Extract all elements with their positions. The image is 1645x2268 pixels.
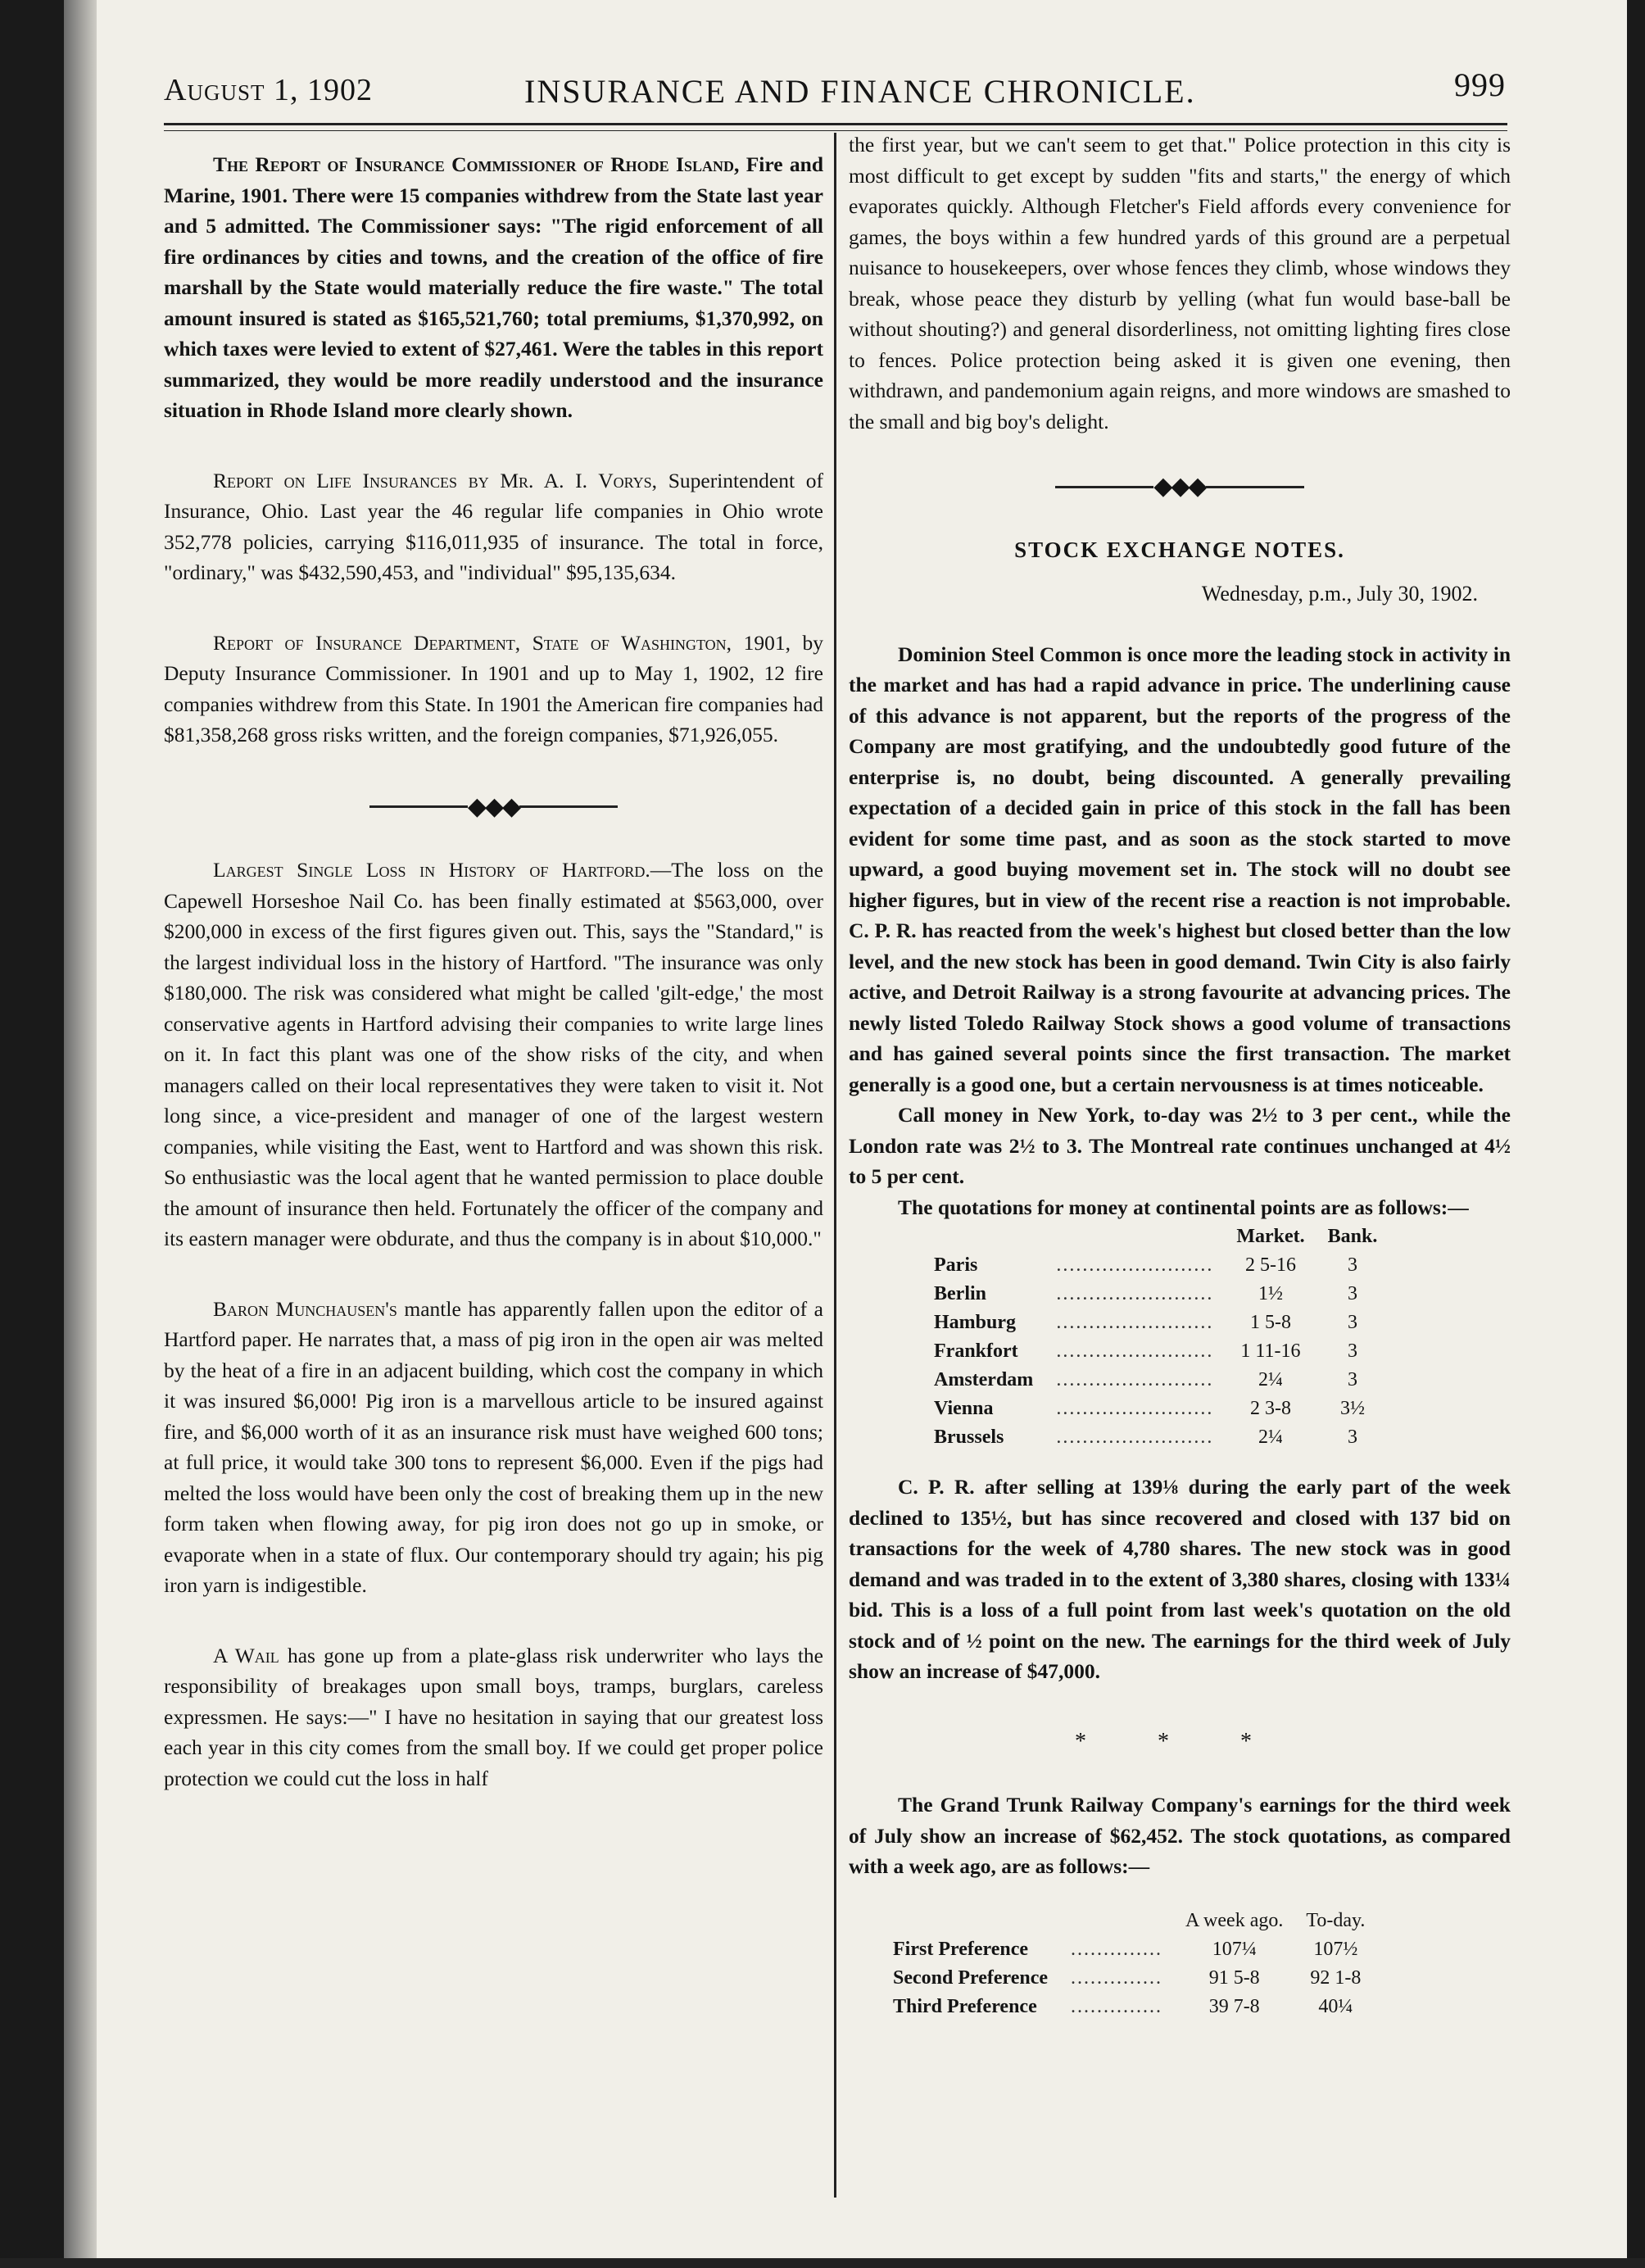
binding-shadow <box>0 0 64 2268</box>
quotations-intro: The quotations for money at continental points are as follows:— <box>898 1195 1469 1219</box>
binding-edge <box>64 0 97 2268</box>
ohio-title: Report on Life Insurances by Mr. A. I. Vorys, <box>213 468 668 492</box>
hartford-body: —The loss on the Capewell Horseshoe Nail Co. has been finally estimated at $563,000, over $200,000 in excess of the first figures given out. This, says the "Standard," is the largest individual loss in the history of Hartford. "The insurance was only $180,000. The risk was considered what might be called 'gilt-edge,' the most conservative agents in Hartford advising their companies to write large lines on it. In fact this plant was one of the show risks of the city, and when managers called on their local representatives they were taken to visit it. Not long since, a vice-president and manager of one of the largest western companies, while visiting the East, went to Hartford and was shown this risk. So enthusiastic was the local agent that he wanted permission to place double the amount of insurance then held. Fortunately the officer of the company and its eastern manager were obdurate, and thus the company is in about $10,000." <box>164 858 823 1251</box>
table-row: Third Preference .............. 39 7-8 40¼ <box>881 1993 1376 2021</box>
table-row: Frankfort ........................ 1 11-16 3 <box>922 1337 1389 1366</box>
today-price: 40¼ <box>1318 1995 1353 2017</box>
bank-rate: 3½ <box>1339 1398 1365 1420</box>
market-rate: 1 11-16 <box>1240 1340 1301 1363</box>
hartford-title: Largest Single Loss in History of Hartford. <box>213 858 650 882</box>
header-date: August 1, 1902 <box>164 73 373 107</box>
washington-title: Report of Insurance Department, State of Washington, <box>213 630 744 655</box>
article-hartford <box>164 855 823 1254</box>
bank-rate: 3 <box>1347 1427 1357 1449</box>
wail-body: has gone up from a plate-glass risk underwriter who lays the responsibility of breakages upon small boys, tramps, burglars, careless expressmen. He says:—" I have no hesitation in saying that our greatest loss each year in this city comes from the small boy. If we could get proper police protection we could cut the loss in half <box>164 1643 823 1790</box>
col-header-market: Market. <box>1236 1226 1305 1248</box>
table-row: Brussels ........................ 2¼ 3 <box>922 1423 1389 1452</box>
table-row: First Preference .............. 107¼ 107½ <box>881 1935 1376 1964</box>
cpr-paragraph: C. P. R. after selling at 139⅛ during the early part of the week declined to 135½, but has since recovered and closed with 137 bid on transactions for the week of 4,780 shares. The new stock was in good demand and was traded in to the extent of 3,380 shares, closing with 133¼ bid. This is a loss of a full point from last week's quotation on the old stock and of ½ point on the new. The earnings for the third week of July show an increase of $47,000. <box>849 1475 1511 1684</box>
week-ago-price: 91 5-8 <box>1208 1966 1260 1989</box>
article-rhode-island <box>164 149 823 426</box>
market-rate: 2 5-16 <box>1244 1254 1296 1277</box>
scan-edge-bottom <box>0 2258 1645 2268</box>
article-munchausen <box>164 1294 823 1601</box>
bank-rate: 3 <box>1347 1369 1357 1391</box>
ornament-divider: ◆◆◆ <box>164 790 823 823</box>
munchausen-body: mantle has apparently fallen upon the editor of a Hartford paper. He narrates that, a mass of pig iron in the open air was melted by the heat of a fire in an adjacent building, which cost the company in which it was insured $6,000! Pig iron is a marvellous article to be insured against fire, and $6,000 worth of it as an insurance risk must have weighed 600 tons; at full price, it would take 300 tons to represent $6,000. Even if the pigs had melted the loss would have been only the cost of breaking them up in the new form taken when flowing away, for pig iron does not go up in smoke, or evaporate when in a state of flux. Our contemporary should try again; his pig iron yarn is indigestible. <box>164 1296 823 1598</box>
rhode-island-title: The Report of Insurance Commissioner of Rhode Island, <box>213 152 746 176</box>
section-break-stars: * * * <box>1075 1728 1285 1754</box>
week-ago-price: 107¼ <box>1212 1938 1257 1960</box>
bank-rate: 3 <box>1347 1254 1357 1277</box>
wail-title: A Wail <box>213 1643 288 1667</box>
city-name: Frankfort <box>934 1340 1018 1363</box>
article-wail <box>164 1640 823 1794</box>
stock-name: Third Preference <box>893 1995 1037 2017</box>
table-row: Amsterdam ........................ 2¼ 3 <box>922 1366 1389 1395</box>
right-column <box>849 129 1511 2021</box>
grand-trunk-table <box>881 1907 1376 2021</box>
header-title: INSURANCE AND FINANCE CHRONICLE. <box>524 73 1196 110</box>
city-name: Brussels <box>934 1427 1004 1449</box>
market-rate: 1½ <box>1258 1283 1283 1305</box>
city-name: Berlin <box>934 1283 986 1305</box>
today-price: 92 1-8 <box>1310 1966 1362 1989</box>
dateline: Wednesday, p.m., July 30, 1902. <box>1201 582 1478 606</box>
table-row: Second Preference .............. 91 5-8 92 1-8 <box>881 1964 1376 1993</box>
ornament-divider-right: ◆◆◆ <box>849 469 1511 502</box>
city-name: Paris <box>934 1254 978 1277</box>
wail-continued: the first year, but we can't seem to get that." Police protection in this city is most difficult to get except by sudden "fits and starts," the energy of which evaporates quickly. Although Fletcher's Field affords every convenience for games, the boys within a few hundred yards of this ground are a perpetual nuisance to housekeepers, over whose fences they climb, whose windows they break, whose peace they disturb by yelling (what fun would base-ball be without shouting?) and general disorderliness, not omitting lighting fires close to fences. Police protection being asked it is given one evening, then withdrawn, and pandemonium again reigns, and more windows are smashed to the small and big boy's delight. <box>849 133 1511 433</box>
col-header-today: To-day. <box>1306 1909 1366 1931</box>
stock-name: First Preference <box>893 1938 1029 1960</box>
bank-rate: 3 <box>1347 1340 1357 1363</box>
rhode-island-body: Fire and Marine, 1901. There were 15 companies withdrew from the State last year and 5 admitted. The Commissioner says: "The rigid enforcement of all fire ordinances by cities and towns, and the creation of the office of fire marshall by the State would materially reduce the fire waste." The total amount insured is stated as $165,521,760; total premiums, $1,370,992, on which taxes were levied to extent of $27,461. Were the tables in this report summarized, they would be more readily understood and the insurance situation in Rhode Island more clearly shown. <box>164 152 824 422</box>
stock-name: Second Preference <box>893 1966 1049 1989</box>
money-quotations-table <box>922 1222 1389 1452</box>
washington-body: 1901, by Deputy Insurance Commissioner. In 1901 and up to May 1, 1902, 12 fire companies withdrew from this State. In 1901 the American fire companies had $81,358,268 gross risks written, and the foreign companies, $71,926,055. <box>164 630 823 746</box>
today-price: 107½ <box>1313 1938 1358 1960</box>
munchausen-title: Baron Munchausen's <box>213 1296 405 1321</box>
left-column <box>164 149 823 1794</box>
section-heading: STOCK EXCHANGE NOTES. <box>1014 537 1345 562</box>
scan-edge-right <box>1627 0 1645 2268</box>
table-row: Paris ........................ 2 5-16 3 <box>922 1251 1389 1280</box>
city-name: Amsterdam <box>934 1369 1034 1391</box>
grand-trunk-paragraph: The Grand Trunk Railway Company's earnings for the third week of July show an increase of $62,452. The stock quotations, as compared with a week ago, are as follows:— <box>849 1793 1511 1879</box>
city-name: Hamburg <box>934 1312 1017 1334</box>
dominion-steel-paragraph: Dominion Steel Common is once more the leading stock in activity in the market and has had a rapid advance in price. The underlining cause of this advance is not apparent, but the reports of the progress of the Company are most gratifying, and the undoubtedly good future of the enterprise is, no doubt, being discounted. A generally prevailing expectation of a decided gain in price of this stock in the fall has been evident for some time past, and as soon as the stock started to move upward, a good buying movement set in. The stock will no doubt see higher figures, but in view of the recent rise a reaction is not improbable. C. P. R. has reacted from the week's highest but closed better than the low level, and the new stock has been in good demand. Twin City is also fairly active, and Detroit Railway is a strong favourite at advancing prices. The newly listed Toledo Railway Stock shows a good volume of transactions and has gained several points since the first transaction. The market generally is a good one, but a certain nervousness is at times noticeable. <box>849 642 1511 1096</box>
ohio-body: Superintendent of Insurance, Ohio. Last year the 46 regular life companies in Ohio wrote 352,778 policies, carrying $116,011,935 of insurance. The total in force, "ordinary," was $432,590,453, and "individual" $95,135,634. <box>164 468 823 584</box>
col-header-week-ago: A week ago. <box>1185 1909 1284 1931</box>
market-rate: 1 5-8 <box>1249 1312 1291 1334</box>
article-ohio <box>164 465 823 588</box>
page-number: 999 <box>1454 66 1506 103</box>
bank-rate: 3 <box>1347 1312 1357 1334</box>
table-row: Vienna ........................ 2 3-8 3½ <box>922 1395 1389 1423</box>
bank-rate: 3 <box>1347 1283 1357 1305</box>
table-row: Hamburg ........................ 1 5-8 3 <box>922 1309 1389 1337</box>
week-ago-price: 39 7-8 <box>1208 1995 1260 2017</box>
market-rate: 2¼ <box>1258 1369 1283 1391</box>
call-money-paragraph: Call money in New York, to-day was 2½ to 3 per cent., while the London rate was 2½ to 3. The Montreal rate continues unchanged at 4½ to 5 per cent. <box>849 1103 1511 1189</box>
column-rule <box>834 133 836 2198</box>
city-name: Vienna <box>934 1398 994 1420</box>
market-rate: 2 3-8 <box>1249 1398 1291 1420</box>
col-header-bank: Bank. <box>1327 1226 1378 1248</box>
article-washington <box>164 628 823 751</box>
market-rate: 2¼ <box>1258 1427 1283 1449</box>
table-row: Berlin ........................ 1½ 3 <box>922 1280 1389 1309</box>
